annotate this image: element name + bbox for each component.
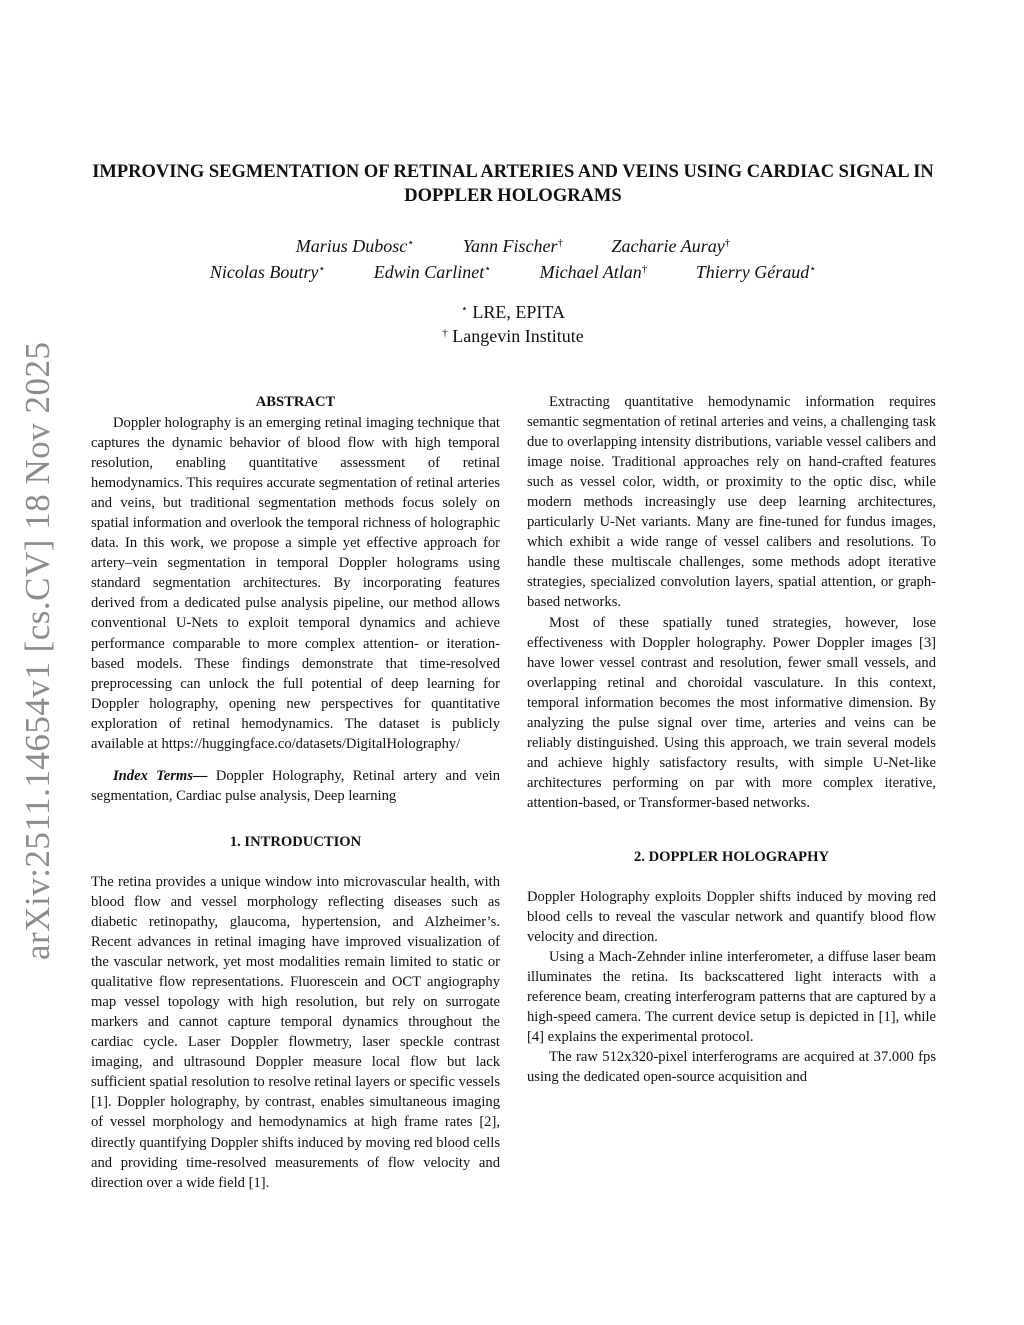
affiliations	[90, 300, 936, 348]
arxiv-identifier: arXiv:2511.14654v1 [cs.CV] 18 Nov 2025	[18, 341, 57, 960]
doppler-paragraph-1: Doppler Holography exploits Doppler shifts induced by moving red blood cells to reveal the vascular network and quantify blood flow velocity and direction.	[527, 888, 936, 946]
intro-paragraph-3: Most of these spatially tuned strategies, however, lose effectiveness with Doppler holography. Power Doppler images [3] have lower vessel contrast and resolution, fewer small vessels, and overlapping retinal and choroidal vasculature. In this context, temporal information becomes the most informative dimension. By analyzing the pulse signal over time, arteries and veins can be reliably distinguished. Using this approach, we train several models and achieve highly satisfactory results, with simple U-Net-like architectures performing on par with more complex iterative, attention-based, or Transformer-based networks.	[527, 614, 936, 811]
intro-paragraph-1: The retina provides a unique window into microvascular health, with blood flow and vessel morphology reflecting diseases such as diabetic retinopathy, glaucoma, hypertension, and Alzheimer’s. Recent advances in retinal imaging have improved visualization of the vascular network, yet most modalities remain limited to static or qualitative flow representations. Fluorescein and OCT angiography map vessel topology with high resolution, but rely on surrogate markers and cannot capture temporal dynamics throughout the cardiac cycle. Laser Doppler flowmetry, laser speckle contrast imaging, and ultrasound Doppler measure local flow but lack sufficient spatial resolution to resolve retinal layers or specific vessels [1]. Doppler holography, by contrast, enables simultaneous imaging of vessel morphology and hemodynamics at high frame rates [2], directly quantifying Doppler shifts induced by moving red blood cells and providing time-resolved measurements of flow velocity and direction over a wide field [1].	[91, 873, 500, 1191]
author-row-2	[90, 259, 936, 285]
dataset-link[interactable]: https://huggingface.co/datasets/DigitalHolography/	[161, 735, 461, 752]
left-column	[91, 392, 500, 1193]
introduction-heading: 1. INTRODUCTION	[229, 833, 362, 850]
paper-title: IMPROVING SEGMENTATION OF RETINAL ARTERIES AND VEINS USING CARDIAC SIGNAL IN DOPPLER HOLOGRAMS	[92, 162, 934, 206]
author: Zacharie Auray†	[611, 236, 731, 256]
doppler-paragraph-2: Using a Mach-Zehnder inline interferometer, a diffuse laser beam illuminates the retina. Its backscattered light interacts with a reference beam, creating interferogram patterns that are captured by a high-speed camera. The current device setup is depicted in [1], while [4] explains the experimental protocol.	[527, 949, 936, 1046]
right-column	[527, 392, 936, 1087]
author: Michael Atlan†	[539, 262, 648, 282]
doppler-paragraph-3: The raw 512x320-pixel interferograms are acquired at 37.000 fps using the dedicated open-source acquisition and	[527, 1049, 936, 1086]
author: Marius Dubosc⋆	[295, 236, 415, 256]
abstract-heading: ABSTRACT	[255, 394, 336, 410]
intro-paragraph-2: Extracting quantitative hemodynamic information requires semantic segmentation of retinal arteries and veins, a challenging task due to overlapping intensity distributions, variable vessel calibers and image noise. Traditional approaches rely on hand-crafted features such as vessel color, width, or proximity to the optic disc, while modern methods increasingly use deep learning architectures, particularly U-Net variants. Many are fine-tuned for fundus images, which exhibit a wide range of vessel calibers and resolutions. To handle these multiscale challenges, some methods adopt iterative strategies, specialized convolution layers, spatial attention, or graph-based networks.	[527, 394, 936, 611]
index-terms-label: Index Terms—	[113, 767, 208, 784]
author: Yann Fischer†	[462, 236, 564, 256]
affiliation: ⋆ LRE, EPITA	[461, 302, 565, 322]
author: Edwin Carlinet⋆	[373, 262, 492, 282]
index-terms: Index Terms— Doppler Holography, Retinal artery and vein segmentation, Cardiac pulse analysis, Deep learning	[91, 767, 500, 804]
author-list	[90, 233, 936, 285]
affiliation: † Langevin Institute	[442, 326, 584, 346]
author: Nicolas Boutry⋆	[209, 262, 326, 282]
author-row-1	[90, 233, 936, 259]
abstract-text: Doppler holography is an emerging retinal imaging technique that captures the dynamic behavior of blood flow with high temporal resolution, enabling quantitative assessment of retinal hemodynamics. This requires accurate segmentation of retinal arteries and veins, but traditional segmentation methods focus solely on spatial information and overlook the temporal richness of holographic data. In this work, we propose a simple yet effective approach for artery–vein segmentation in temporal Doppler holograms using standard segmentation architectures. By incorporating features derived from a dedicated pulse analysis pipeline, our method allows conventional U-Nets to exploit temporal dynamics and achieve performance comparable to more complex attention- or iteration-based models. These findings demonstrate that time-resolved preprocessing can unlock the full potential of deep learning for Doppler holography, opening new perspectives for quantitative exploration of retinal hemodynamics. The dataset is publicly available at https://huggingface.co/datasets/DigitalHolography/	[91, 415, 501, 752]
author: Thierry Géraud⋆	[695, 262, 817, 282]
doppler-heading: 2. DOPPLER HOLOGRAPHY	[634, 848, 829, 865]
